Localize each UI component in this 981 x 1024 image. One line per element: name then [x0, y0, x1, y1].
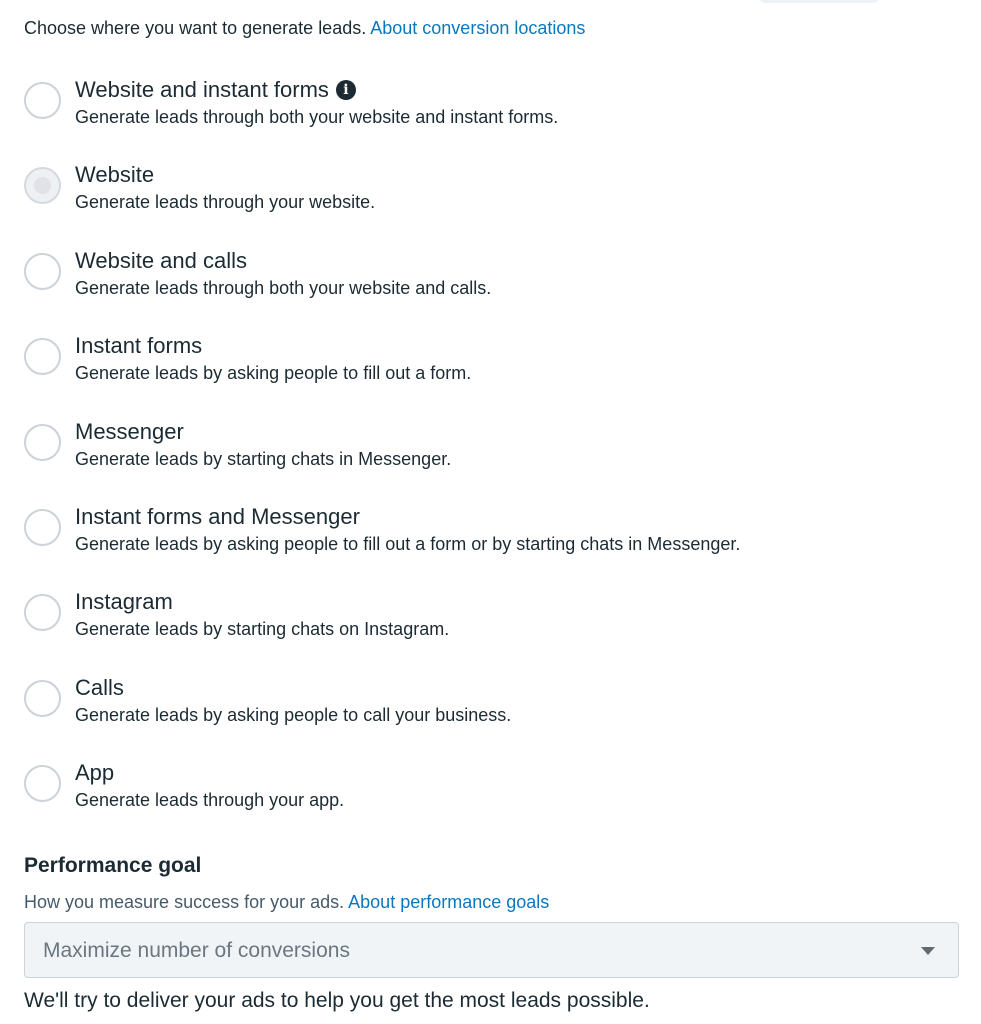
performance-goal-subtitle-text: How you measure success for your ads.: [24, 892, 345, 912]
option-title: Instagram: [75, 589, 173, 615]
conversion-location-options: [0, 74, 981, 843]
about-conversion-locations-link[interactable]: About conversion locations: [370, 18, 586, 38]
option-description: Generate leads through both your website and calls.: [75, 277, 492, 298]
radio-button-selected[interactable]: [24, 167, 61, 204]
radio-button[interactable]: [24, 765, 61, 802]
conversion-intro-text: Choose where you want to generate leads.: [24, 18, 367, 38]
option-description: Generate leads through your app.: [75, 790, 345, 811]
option-title: [75, 76, 356, 104]
radio-button[interactable]: [24, 424, 61, 461]
about-performance-goals-link[interactable]: About performance goals: [348, 892, 550, 912]
top-control-edge: [760, 0, 878, 3]
option-title: Calls: [75, 674, 124, 700]
option-title: Website: [75, 162, 155, 188]
option-description: Generate leads through both your website and instant forms.: [75, 107, 559, 127]
radio-button[interactable]: [24, 680, 61, 717]
option-website[interactable]: [0, 159, 900, 244]
option-title: App: [75, 760, 115, 786]
caret-down-icon: [921, 947, 935, 955]
performance-goal-heading: Performance goal: [24, 854, 202, 877]
option-website-and-instant-forms[interactable]: [0, 74, 900, 159]
option-title-text: Website and instant forms: [75, 77, 329, 102]
option-calls[interactable]: [0, 672, 900, 757]
info-icon[interactable]: i: [336, 80, 356, 100]
option-messenger[interactable]: [0, 416, 900, 501]
performance-goal-selected-value: Maximize number of conversions: [43, 939, 350, 962]
performance-goal-select[interactable]: [24, 922, 959, 978]
radio-button[interactable]: [24, 338, 61, 375]
radio-button[interactable]: [24, 594, 61, 631]
radio-button[interactable]: [24, 253, 61, 290]
option-title: Website and calls: [75, 247, 248, 273]
option-app[interactable]: [0, 757, 900, 842]
option-title: Instant forms and Messenger: [75, 503, 360, 529]
option-instant-forms-and-messenger[interactable]: [0, 501, 900, 586]
performance-goal-note: We'll try to deliver your ads to help you get the most leads possible.: [24, 989, 650, 1012]
option-title: Instant forms: [75, 333, 203, 359]
option-description: Generate leads by starting chats on Instagram.: [75, 619, 450, 640]
option-description: Generate leads by asking people to fill out a form or by starting chats in Messenger.: [75, 533, 741, 554]
performance-goal-subtitle: [24, 891, 549, 913]
option-instagram[interactable]: [0, 586, 900, 671]
option-description: Generate leads through your website.: [75, 192, 376, 213]
radio-button[interactable]: [24, 82, 61, 119]
option-instant-forms[interactable]: [0, 330, 900, 415]
conversion-intro: [24, 17, 585, 39]
option-description: Generate leads by asking people to call your business.: [75, 704, 512, 725]
option-title: Messenger: [75, 418, 184, 444]
option-description: Generate leads by starting chats in Messenger.: [75, 448, 452, 469]
radio-button[interactable]: [24, 509, 61, 546]
option-website-and-calls[interactable]: [0, 245, 900, 330]
option-description: Generate leads by asking people to fill out a form.: [75, 363, 472, 384]
